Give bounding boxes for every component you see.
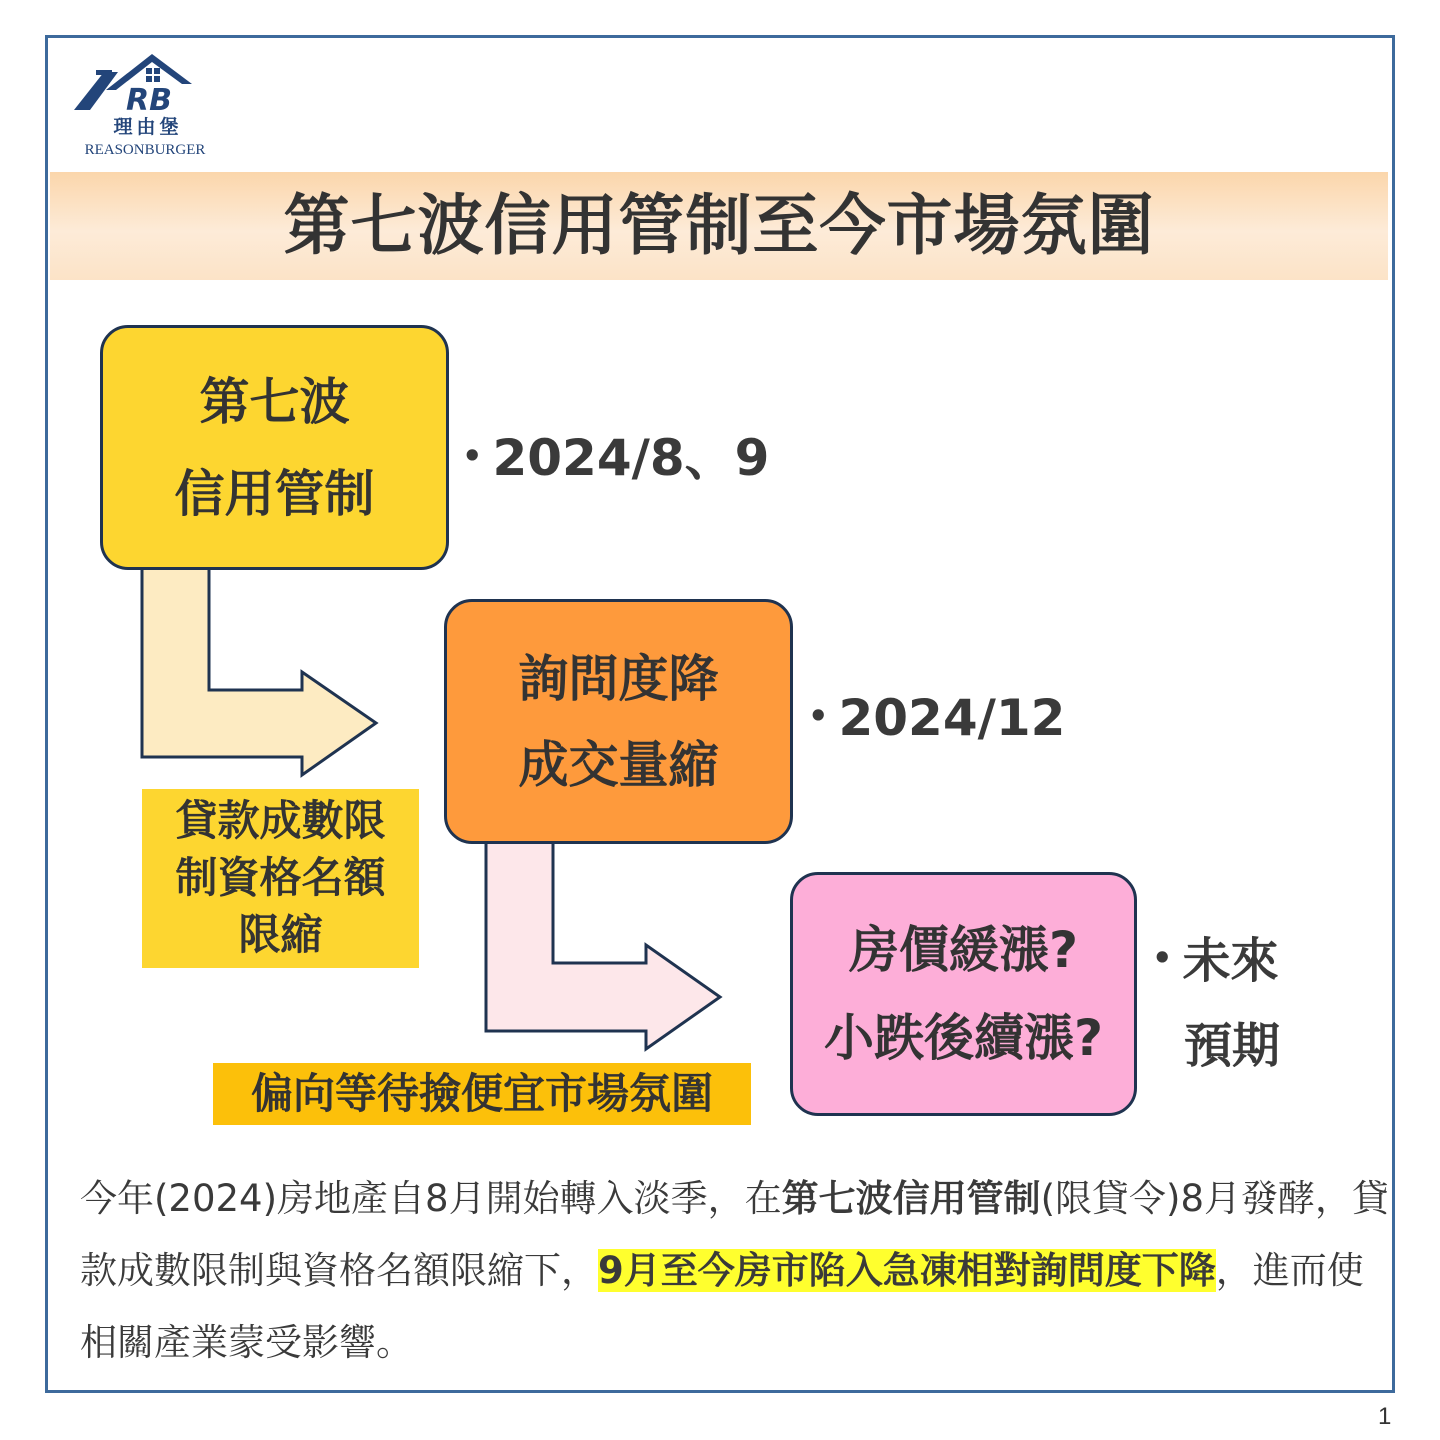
logo-name-en: REASONBURGER [84, 142, 206, 158]
summary-paragraph [80, 1163, 1390, 1379]
bullet-icon: • [808, 696, 829, 735]
step-box-price-outlook [790, 872, 1137, 1116]
para-highlight-1: 9月至今房市陷入急凍相對詢問度下降 [598, 1249, 1216, 1292]
step1-date [462, 418, 769, 490]
note1-line2: 制資格名額 [175, 853, 386, 902]
para-bold-1: 第七波信用管制 [781, 1177, 1041, 1220]
note1-line1: 貸款成數限 [175, 796, 386, 845]
bent-arrow-2 [486, 842, 720, 1049]
step3-date [1152, 920, 1280, 1087]
page-number: 1 [1378, 1403, 1392, 1430]
step1-line2: 信用管制 [174, 464, 375, 523]
bullet-icon: • [462, 436, 483, 475]
bent-arrow-1 [142, 568, 376, 775]
note-waiting-bargain: 偏向等待撿便宜市場氛圍 [213, 1063, 751, 1125]
para-text-2: (限貸令)8月發酵，貸款成數限制與資格名額限縮下， [80, 1177, 1389, 1292]
step3-date-line1: 未來 [1182, 933, 1279, 989]
para-text-3: ，進而使相關產業蒙受影響。 [80, 1249, 1364, 1364]
logo-mark: RB [126, 83, 172, 118]
step2-line2: 成交量縮 [518, 735, 719, 794]
step2-date [808, 689, 1065, 747]
step-box-credit-control [100, 325, 449, 570]
step3-line2: 小跌後續漲? [823, 1009, 1103, 1067]
step3-date-line2: 預期 [1184, 1018, 1281, 1074]
note1-line3: 限縮 [238, 910, 323, 959]
page-title: 第七波信用管制至今市場氛圍 [283, 187, 1155, 264]
step3-line1: 房價緩漲? [848, 921, 1078, 979]
note-loan-limits [142, 789, 419, 968]
step1-date-text: 2024/8、9 [492, 429, 770, 487]
step2-date-text: 2024/12 [838, 689, 1066, 747]
bullet-icon: • [1152, 939, 1173, 977]
step1-line1: 第七波 [199, 372, 350, 431]
step2-line1: 詢問度降 [518, 649, 719, 708]
logo-name-cn: 理由堡 [113, 116, 183, 138]
step-box-inquiry-drop [444, 599, 793, 844]
para-text-1: 今年(2024)房地產自8月開始轉入淡季，在 [80, 1177, 782, 1220]
